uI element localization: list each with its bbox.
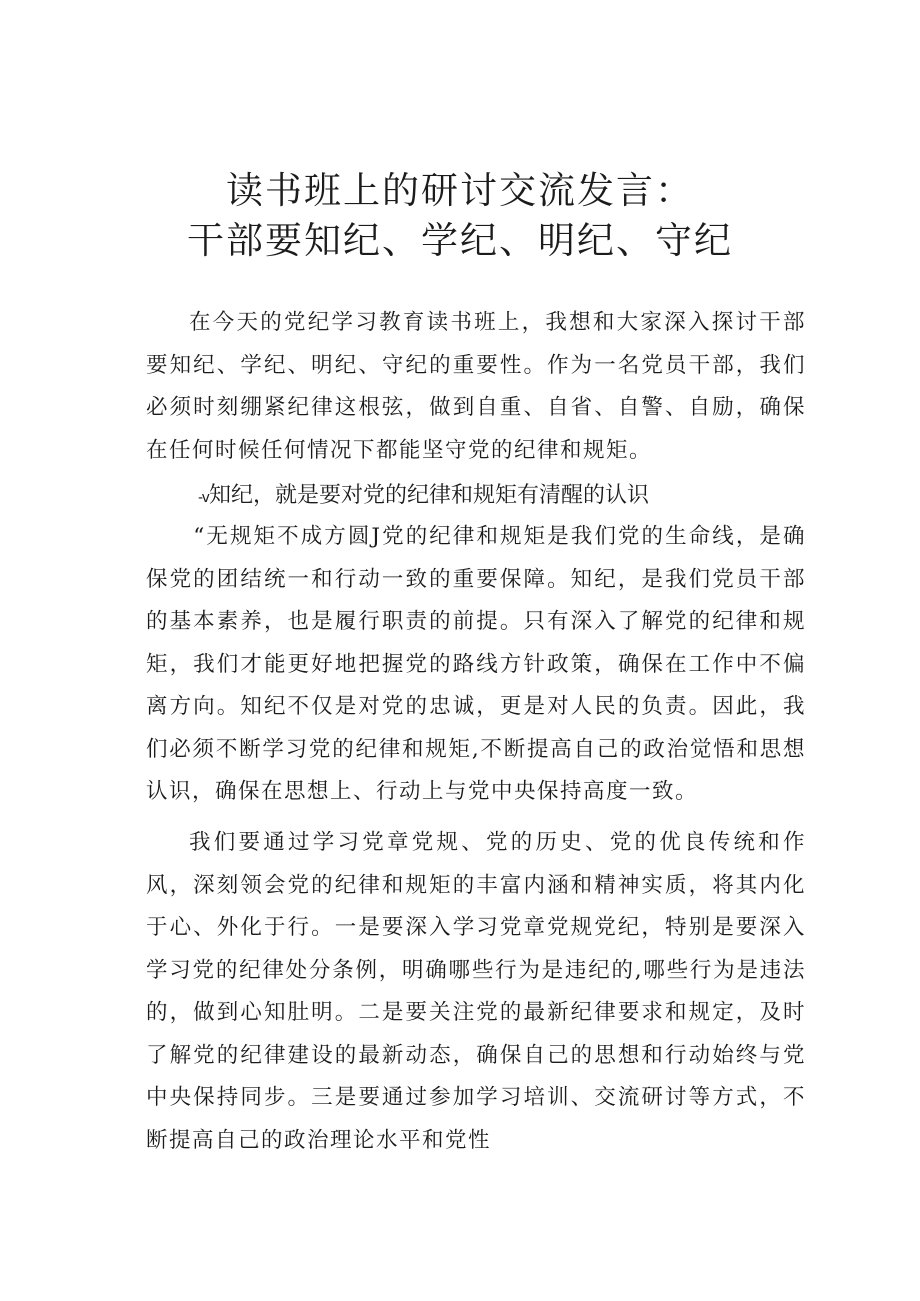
section-heading-marker: -v — [198, 490, 209, 506]
intro-paragraph: 在今天的党纪学习教育读书班上，我想和大家深入探讨干部要知纪、学纪、明纪、守纪的重要性。作为一名党员干部，我们必须时刻绷紧纪律这根弦，做到自重、自省、自警、自励，确保在任何时候任何情况下都能坚守党的纪律和规矩。 — [146, 310, 806, 463]
body-paragraph-2: 我们要通过学习党章党规、党的历史、党的优良传统和作风，深刻领会党的纪律和规矩的丰富内涵和精神实质，将其内化于心、外化于行。一是要深入学习党章党规党纪，特别是要深入学习党的纪律处分条例，明确哪些行为是违纪的,哪些行为是违法的，做到心知肚明。二是要关注党的最新纪律要求和规定，及时了解党的纪律建设的最新动态，确保自己的思想和行动始终与党中央保持同步。三是要通过参加学习培训、交流研讨等方式，不断提高自己的政治理论水平和党性 — [146, 830, 806, 1153]
body-paragraph-1: “无规矩不成方圆J党的纪律和规矩是我们党的生命线，是确保党的团结统一和行动一致的重要保障。知纪，是我们党员干部的基本素养，也是履行职责的前提。只有深入了解党的纪律和规矩，我们才能更好地把握党的路线方针政策，确保在工作中不偏离方向。知纪不仅是对党的忠诚，更是对人民的负责。因此，我们必须不断学习党的纪律和规矩,不断提高自己的政治觉悟和思想认识，确保在思想上、行动上与党中央保持高度一致。 — [146, 524, 806, 804]
section-heading-text: 知纪，就是要对党的纪律和规矩有清醒的认识 — [208, 483, 649, 508]
document-title-line1: 读书班上的研讨交流发言： — [226, 169, 694, 212]
document-title-line2: 干部要知纪、学纪、明纪、守纪 — [187, 219, 733, 262]
section-heading — [198, 478, 649, 509]
